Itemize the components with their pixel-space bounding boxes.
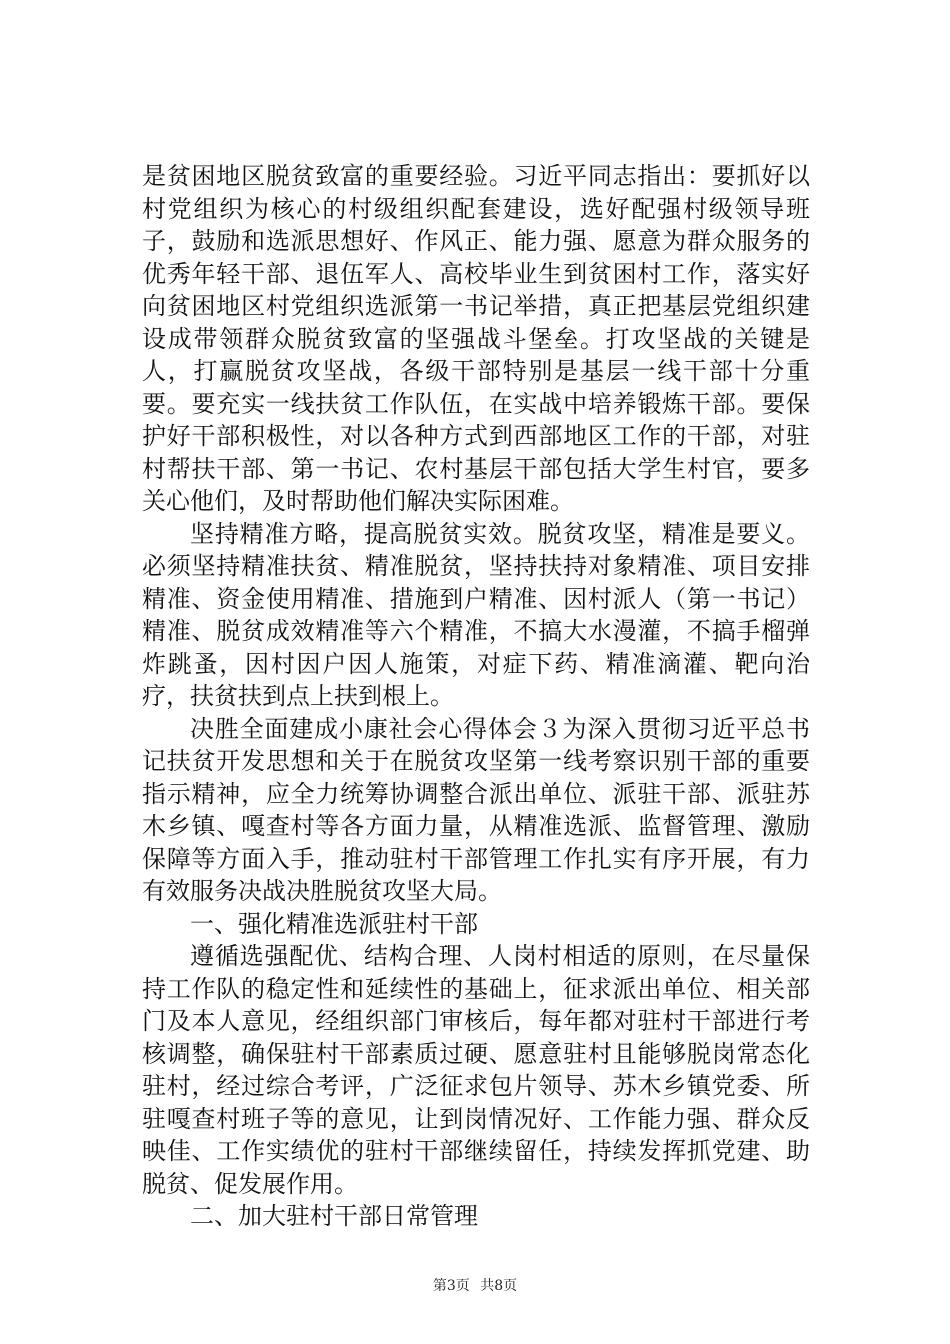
page-total: 共8页 [480, 1278, 518, 1294]
section-heading-1: 一、强化精准选派驻村干部 [190, 909, 478, 938]
paragraph-4: 遵循选强配优、结构合理、人岗村相适的原则，在尽量保持工作队的稳定性和延续性的基础上，征求派出单位、相关部门及本人意见，经组织部门审核后，每年都对驻村干部进行考核调整，确保驻村干部素质过硬、愿意驻村且能够脱岗常态化驻村，经过综合考评，广泛征求包片领导、苏木乡镇党委、所驻嘎查村班子等的意见，让到岗情况好、工作能力强、群众反映佳、工作实绩优的驻村干部继续留任，持续发挥抓党建、助脱贫、促发展作用。 [142, 942, 810, 1198]
paragraph-1: 是贫困地区脱贫致富的重要经验。习近平同志指出：要抓好以村党组织为核心的村级组织配套建设，选好配强村级领导班子，鼓励和选派思想好、作风正、能力强、愿意为群众服务的优秀年轻干部、退伍军人、高校毕业生到贫困村工作，落实好向贫困地区村党组织选派第一书记举措，真正把基层党组织建设成带领群众脱贫致富的坚强战斗堡垒。打攻坚战的关键是人，打赢脱贫攻坚战，各级干部特别是基层一线干部十分重要。要充实一线扶贫工作队伍，在实战中培养锻炼干部。要保护好干部积极性，对以各种方式到西部地区工作的干部，对驻村帮扶干部、第一书记、农村基层干部包括大学生村官，要多关心他们，及时帮助他们解决实际困难。 [142, 162, 810, 515]
page-number: 第3页 [432, 1278, 470, 1294]
paragraph-2: 坚持精准方略，提高脱贫实效。脱贫攻坚，精准是要义。必须坚持精准扶贫、精准脱贫，坚持扶持对象精准、项目安排精准、资金使用精准、措施到户精准、因村派人（第一书记）精准、脱贫成效精准等六个精准，不搞大水漫灌，不搞手榴弹炸跳蚤，因村因户因人施策，对症下药、精准滴灌、靶向治疗，扶贫扶到点上扶到根上。 [142, 519, 810, 710]
paragraph-3: 决胜全面建成小康社会心得体会３为深入贯彻习近平总书记扶贫开发思想和关于在脱贫攻坚第一线考察识别干部的重要指示精神，应全力统筹协调整合派出单位、派驻干部、派驻苏木乡镇、嘎查村等各方面力量，从精准选派、监督管理、激励保障等方面入手，推动驻村干部管理工作扎实有序开展，有力有效服务决战决胜脱贫攻坚大局。 [142, 714, 810, 905]
section-heading-2: 二、加大驻村干部日常管理 [190, 1202, 478, 1230]
page-footer [0, 1275, 950, 1295]
document-body [142, 160, 810, 1233]
